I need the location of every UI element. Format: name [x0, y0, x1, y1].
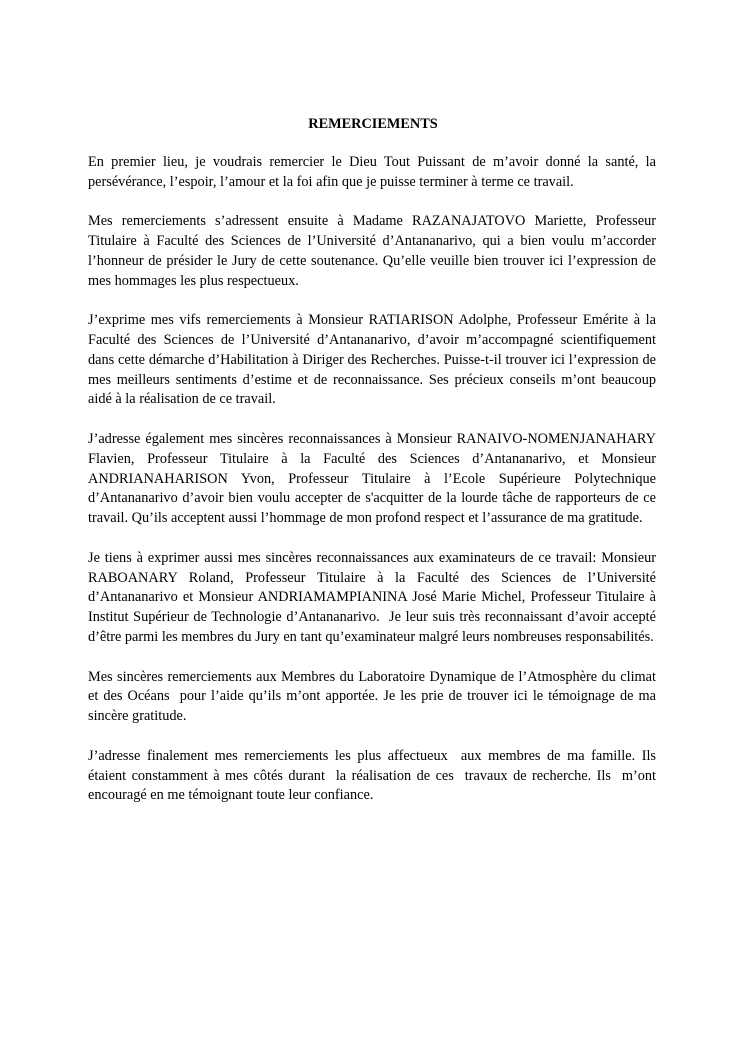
paragraph-4: J’adresse également mes sincères reconnaissances à Monsieur RANAIVO-NOMENJANAHARY Flavien, Professeur Titulaire à la Faculté des Sciences d’Antananarivo, et Monsieur ANDRIANAHARISON Yvon, Professeur Titulaire à l’Ecole Supérieure Polytechnique d’Antananarivo d’avoir bien voulu accepter de s'acquitter de la lourde tâche de rapporteurs de ce travail. Qu’ils acceptent aussi l’hommage de mon profond respect et l’assurance de ma gratitude. [88, 430, 660, 527]
paragraph-6: Mes sincères remerciements aux Membres du Laboratoire Dynamique de l’Atmosphère du climat et des Océans pour l’aide qu’ils m’ont apportée. Je les prie de trouver ici le témoignage de ma sincère gratitude. [88, 668, 660, 725]
paragraph-1: En premier lieu, je voudrais remercier le Dieu Tout Puissant de m’avoir donné la santé, la persévérance, l’espoir, l’amour et la foi afin que je puisse terminer à terme ce travail. [88, 153, 660, 190]
page-title: REMERCIEMENTS [308, 116, 438, 132]
paragraph-5: Je tiens à exprimer aussi mes sincères reconnaissances aux examinateurs de ce travail: Monsieur RABOANARY Roland, Professeur Titulaire à la Faculté des Sciences de l’Université d’Antananarivo et Monsieur ANDRIAMAMPIANINA José Marie Michel, Professeur Titulaire à Institut Supérieur de Technologie d’Antananarivo. Je leur suis très reconnaissant d’avoir accepté d’être parmi les membres du Jury en tant qu’examinateur malgré leurs nombreuses responsabilités. [88, 549, 664, 645]
paragraph-3: J’exprime mes vifs remerciements à Monsieur RATIARISON Adolphe, Professeur Emérite à la Faculté des Sciences de l’Université d’Antananarivo, d’avoir m’accompagné scientifiquement dans cette démarche d’Habilitation à Diriger des Recherches. Puisse-t-il trouver ici l’expression de mes meilleurs sentiments d’estime et de reconnaissance. Ses précieux conseils m’ont beaucoup aidé à la réalisation de ce travail. [88, 312, 660, 408]
paragraph-2: Mes remerciements s’adressent ensuite à Madame RAZANAJATOVO Mariette, Professeur Titulaire à Faculté des Sciences de l’Université d’Antananarivo, qui a bien voulu m’accorder l’honneur de présider le Jury de cette soutenance. Qu’elle veuille bien trouver ici l’expression de mes hommages les plus respectueux. [88, 213, 660, 289]
paragraph-7: J’adresse finalement mes remerciements les plus affectueux aux membres de ma famille. Ils étaient constamment à mes côtés durant la réalisation de ces travaux de recherche. Ils m’ont encouragé en me témoignant toute leur confiance. [88, 747, 660, 804]
document-page [88, 0, 664, 826]
